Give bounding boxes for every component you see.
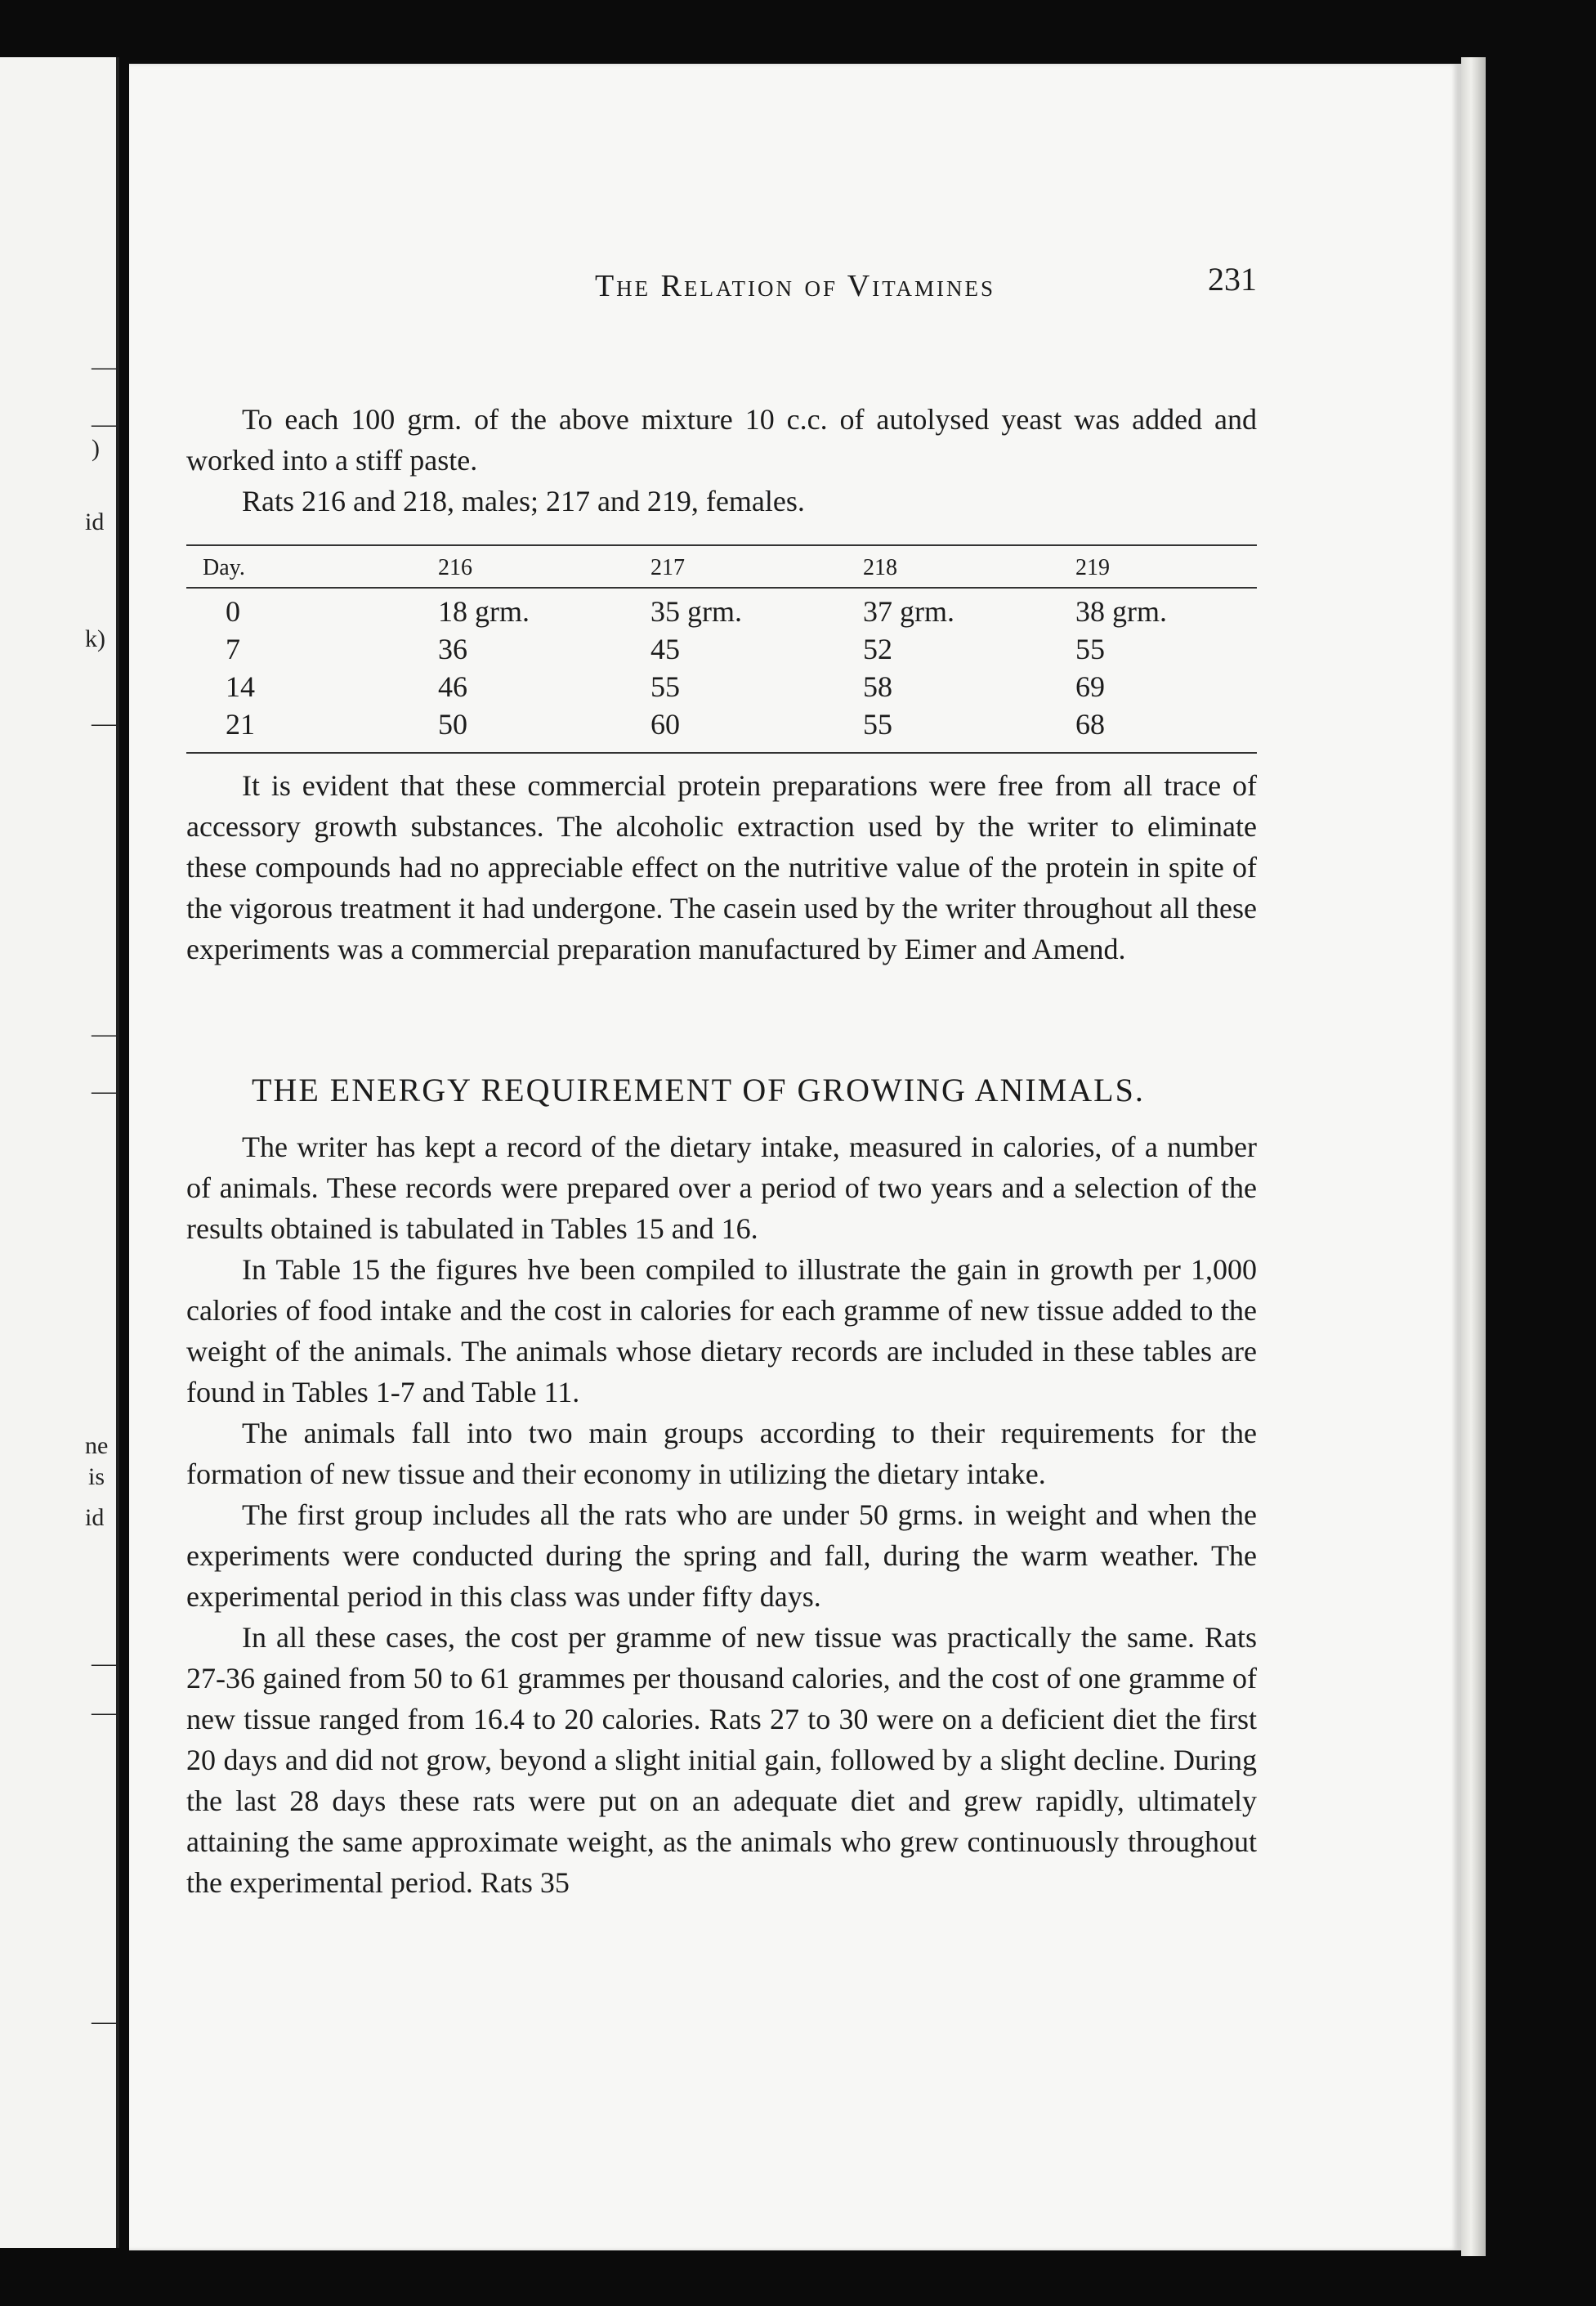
running-head: The Relation of Vitamines <box>594 269 996 303</box>
table-cell: 45 <box>650 633 680 665</box>
table-cell: 38 grm. <box>1075 595 1167 628</box>
section-text <box>186 1126 1257 1903</box>
facing-page-edge <box>0 57 119 2248</box>
body-paragraph: In all these cases, the cost per gramme of new tissue was practically the same. Rats 27-36 gained from 50 to 61 grammes per thousand calories, and the cost of one gramme of new tissue ranged from 16.4 to 20 calories. Rats 27 to 30 were on a deficient diet the first 20 days and did not grow, beyond a slight initial gain, followed by a slight decline. During the last 28 days these rats were put on an adequate diet and grew rapidly, ultimately attaining the same approximate weight, as the animals who grew continuously throughout the experimental period. Rats 35 <box>186 1621 1257 1899</box>
table-cell: 21 <box>226 708 255 741</box>
table-bottom-rule <box>186 752 1257 754</box>
intro-paragraph: Rats 216 and 218, males; 217 and 219, females. <box>242 485 805 517</box>
body-paragraph: In Table 15 the figures hve been compiled to illustrate the gain in growth per 1,000 calories of food intake and the cost in calories for each gramme of new tissue added to the weight of the animals. The animals whose dietary records are included in these tables are found in Tables 1-7 and Table 11. <box>186 1253 1257 1408</box>
table-header-rule <box>186 587 1257 589</box>
margin-fragment: ne <box>85 1432 109 1459</box>
table-header: 218 <box>863 555 897 580</box>
body-paragraph: The first group includes all the rats who are under 50 grms. in weight and when the experiments were conducted during the spring and fall, during the warm weather. The experimental period in this class was under fifty days. <box>186 1498 1257 1613</box>
body-paragraph: The writer has kept a record of the dietary intake, measured in calories, of a number of animals. These records were prepared over a period of two years and a selection of the results obtained is tabulated in Tables 15 and 16. <box>186 1131 1257 1245</box>
table-cell: 14 <box>226 670 255 703</box>
table-header: Day. <box>203 555 245 580</box>
margin-fragment: id <box>85 1504 105 1531</box>
margin-fragment: — <box>92 1077 116 1104</box>
rat-weight-table <box>203 550 1249 743</box>
body-text <box>186 765 1257 969</box>
book-page <box>129 64 1461 2250</box>
table-row <box>203 668 1249 705</box>
table-cell: 46 <box>438 670 467 703</box>
table-header: 216 <box>438 555 472 580</box>
table-cell: 55 <box>1075 633 1105 665</box>
body-paragraph: It is evident that these commercial protein preparations were free from all trace of accessory growth substances. The alcoholic extraction used by the writer to eliminate these compounds had no appreciable effect on the nutritive value of the protein in spite of the vigorous treatment it had undergone. The casein used by the writer throughout all these experiments was a commercial preparation manufactured by Eimer and Amend. <box>186 769 1257 965</box>
table-cell: 7 <box>226 633 240 665</box>
table-header: 217 <box>650 555 685 580</box>
table-cell: 35 grm. <box>650 595 742 628</box>
table-row <box>203 705 1249 743</box>
table-cell: 60 <box>650 708 680 741</box>
margin-fragment: — <box>92 1020 116 1047</box>
table-header: 219 <box>1075 555 1110 580</box>
table-row <box>203 630 1249 668</box>
margin-fragment: ) <box>92 435 100 462</box>
margin-fragment: id <box>85 508 105 535</box>
table-row <box>203 593 1249 630</box>
intro-text <box>186 399 1257 522</box>
section-heading: THE ENERGY REQUIREMENT OF GROWING ANIMALS. <box>252 1072 1145 1108</box>
table-cell: 52 <box>863 633 892 665</box>
table-cell: 68 <box>1075 708 1105 741</box>
margin-fragment: — <box>92 710 116 737</box>
table-cell: 55 <box>650 670 680 703</box>
margin-fragment: — <box>92 410 116 437</box>
margin-fragment: k) <box>85 625 105 652</box>
margin-fragment: is <box>88 1463 105 1490</box>
margin-fragment: — <box>92 353 116 380</box>
margin-fragment: — <box>92 1699 116 1726</box>
table-cell: 50 <box>438 708 467 741</box>
table-cell: 18 grm. <box>438 595 530 628</box>
page-number: 231 <box>1208 261 1257 298</box>
book-fore-edge <box>1461 57 1486 2256</box>
table-cell: 58 <box>863 670 892 703</box>
table-cell: 37 grm. <box>863 595 954 628</box>
table-cell: 69 <box>1075 670 1105 703</box>
table-cell: 0 <box>226 595 240 628</box>
margin-fragment: — <box>92 2008 116 2035</box>
table-cell: 36 <box>438 633 467 665</box>
intro-paragraph: To each 100 grm. of the above mixture 10 c.c. of autolysed yeast was added and worked into a stiff paste. <box>186 403 1257 477</box>
table-cell: 55 <box>863 708 892 741</box>
body-paragraph: The animals fall into two main groups according to their requirements for the formation of new tissue and their economy in utilizing the dietary intake. <box>186 1417 1257 1490</box>
margin-fragment: — <box>92 1650 116 1677</box>
table-top-rule <box>186 544 1257 546</box>
